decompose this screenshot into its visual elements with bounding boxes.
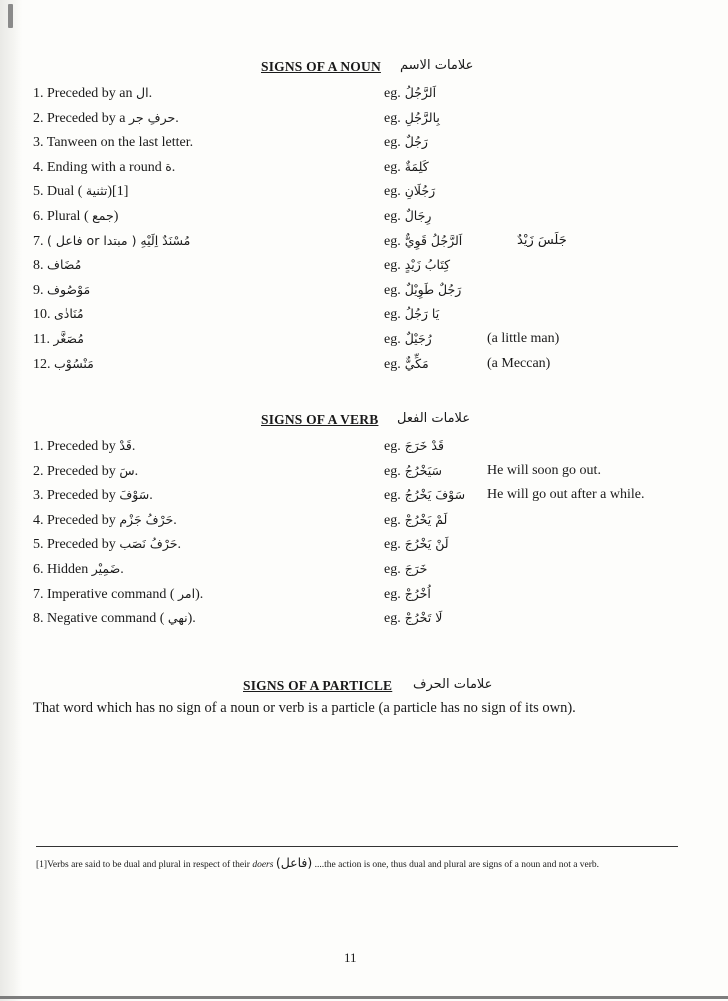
noun-sign-row <box>0 282 728 304</box>
example-arabic: سَوْفَ يَخْرُجُ <box>404 487 466 503</box>
footnote-doers: doers <box>252 860 274 870</box>
sign-label <box>33 159 175 176</box>
sign-text: 7. <box>33 233 44 249</box>
sign-text: 5. Preceded by <box>33 537 116 553</box>
example-arabic: اُخْرُجْ <box>404 585 431 601</box>
sign-text: 4. Preceded by <box>33 512 116 528</box>
noun-heading: SIGNS OF A NOUN <box>261 59 381 74</box>
example-arabic: لَا تَخْرُجْ <box>404 610 443 626</box>
example-arabic: كِتَابُ زَيْدٍ <box>404 257 451 273</box>
example-prefix: eg. <box>384 258 401 274</box>
sign-label <box>33 536 181 553</box>
verb-sign-row <box>0 487 728 509</box>
noun-sign-row <box>0 134 728 156</box>
example-arabic: خَرَجَ <box>404 561 428 576</box>
sign-text: 3. Preceded by <box>33 488 116 504</box>
verb-sign-row <box>0 463 728 485</box>
example-arabic: سَيَخْرُجُ <box>404 462 442 478</box>
sign-text: 7. Imperative command ( <box>33 586 175 602</box>
example-prefix: eg. <box>384 586 401 602</box>
sign-arabic-term: سَ <box>119 462 135 478</box>
noun-sign-row <box>0 356 728 378</box>
example <box>384 233 462 250</box>
sign-arabic-term: مُنَادٰی <box>54 306 84 322</box>
verb-sign-row <box>0 610 728 632</box>
sign-label <box>33 306 84 323</box>
example <box>384 487 465 504</box>
sign-label <box>33 331 84 348</box>
particle-heading: SIGNS OF A PARTICLE <box>243 678 393 693</box>
sign-suffix: ). <box>195 586 204 602</box>
verb-sign-row <box>0 586 728 608</box>
sign-arabic-term: مُضَاف <box>47 257 82 273</box>
verb-sign-row <box>0 536 728 558</box>
sign-arabic-term: جمع <box>92 208 114 223</box>
sign-label <box>33 282 90 299</box>
footnote <box>36 852 684 876</box>
sign-arabic-term: مَنْسُوْب <box>54 355 94 371</box>
sign-text: 10. <box>33 307 51 323</box>
staple-mark <box>8 4 13 28</box>
example-prefix: eg. <box>384 356 401 372</box>
sign-label <box>33 487 153 504</box>
example-prefix: eg. <box>384 209 401 224</box>
sign-text: 8. <box>33 258 44 274</box>
footnote-text-start: [1]Verbs are said to be dual and plural in respect of their <box>36 860 253 870</box>
example-prefix: eg. <box>384 512 401 528</box>
sign-suffix: . <box>175 110 179 126</box>
example <box>384 463 442 480</box>
sign-label <box>33 610 196 627</box>
page-number: 11 <box>344 950 357 965</box>
sign-label <box>33 110 179 127</box>
example-translation: (a little man) <box>487 331 560 346</box>
footnote-text-end: ....the action is one, thus dual and plural are signs of a noun and not a verb. <box>312 860 600 870</box>
example <box>384 134 428 151</box>
example <box>384 610 442 627</box>
noun-sign-row <box>0 208 728 230</box>
noun-sign-row <box>0 257 728 279</box>
example-prefix: eg. <box>384 537 401 553</box>
example-arabic: بِالرَّجُلِ <box>404 109 440 125</box>
scan-bottom-edge <box>0 996 728 999</box>
example <box>384 257 450 274</box>
sign-suffix: . <box>149 488 153 504</box>
sign-arabic-term: مُسْنَدٌ اِلَيْهِ ( مبتدا or فاعل ) <box>47 232 191 248</box>
example-arabic: رَجُلَانِ <box>404 183 436 199</box>
noun-sign-row <box>0 306 728 328</box>
verb-heading-arabic: علامات الفعل <box>397 411 471 426</box>
example <box>384 512 447 529</box>
sign-suffix: ). <box>187 611 196 627</box>
example-prefix: eg. <box>384 282 401 298</box>
example-prefix: eg. <box>384 611 401 627</box>
sign-label <box>33 183 128 200</box>
sign-text: 2. Preceded by <box>33 463 116 479</box>
example <box>384 208 431 225</box>
sign-suffix: . <box>134 463 139 479</box>
example <box>384 306 439 323</box>
sign-arabic-term: نهي <box>167 610 188 626</box>
example-prefix: eg. <box>384 488 401 504</box>
example-arabic: رُجَيْلٌ <box>404 331 432 346</box>
example-arabic: يَا رَجُلُ <box>404 306 440 322</box>
example-prefix: eg. <box>384 184 401 200</box>
verb-heading: SIGNS OF A VERB <box>261 412 379 427</box>
example <box>384 183 435 200</box>
example <box>384 536 449 553</box>
sign-text: 1. Preceded by <box>33 439 116 454</box>
sign-label <box>33 512 177 529</box>
example <box>384 561 427 578</box>
example <box>384 159 429 176</box>
example-prefix: eg. <box>384 562 401 577</box>
example-arabic: لَنْ يَخْرُجَ <box>404 536 449 552</box>
sign-label <box>33 233 190 250</box>
sign-suffix: . <box>120 562 124 577</box>
sign-arabic-term: تثنية <box>85 183 108 199</box>
sign-arabic-term: ضَمِيْر <box>91 561 121 576</box>
sign-text: 6. Hidden <box>33 562 89 577</box>
noun-sign-row <box>0 110 728 132</box>
example <box>384 586 431 603</box>
example-translation: (a Meccan) <box>487 355 551 371</box>
example-arabic: اَلرَّجُلُ <box>404 85 437 100</box>
sign-label <box>33 561 124 578</box>
example <box>384 282 461 299</box>
sign-arabic-term: حرفِ جر <box>129 109 176 125</box>
particle-definition: That word which has no sign of a noun or verb is a particle (a particle has no sign of its own). <box>33 700 576 716</box>
example-arabic: رَجُلٌ <box>404 134 428 150</box>
example-prefix: eg. <box>384 439 401 454</box>
example-prefix: eg. <box>384 110 401 126</box>
extra-example-arabic: جَلَسَ زَيْدٌ <box>517 232 567 248</box>
particle-heading-arabic: علامات الحرف <box>413 677 493 692</box>
noun-sign-row <box>0 331 728 353</box>
example-translation: He will soon go out. <box>487 462 601 478</box>
example-translation: He will go out after a while. <box>487 487 645 503</box>
sign-arabic-term: مَوْصُوف <box>47 281 91 297</box>
example-arabic: رِجَالٌ <box>404 208 432 223</box>
sign-arabic-term: حَرْفُ جَزْم <box>119 511 174 527</box>
example <box>384 110 440 127</box>
sign-text: 5. Dual ( <box>33 184 83 200</box>
sign-suffix: . <box>171 159 176 175</box>
sign-arabic-term: امر <box>178 585 196 601</box>
sign-text: 8. Negative command ( <box>33 611 165 627</box>
sign-suffix: . <box>148 86 153 101</box>
noun-sign-row <box>0 85 728 107</box>
sign-text: 1. Preceded by an <box>33 86 133 101</box>
sign-text: 11. <box>33 332 50 347</box>
example-arabic: رَجُلٌ طَوِيْلٌ <box>404 281 462 297</box>
sign-suffix: . <box>177 537 181 553</box>
sign-label <box>33 463 138 480</box>
sign-arabic-term: حَرْفُ نَصَب <box>119 536 178 552</box>
example-arabic: مَكِّيٌّ <box>404 355 429 371</box>
footnote-arabic: (فاعل) <box>275 855 313 870</box>
verb-sign-row <box>0 512 728 534</box>
sign-label <box>33 85 152 102</box>
sign-suffix: ) <box>113 209 119 224</box>
sign-label <box>33 257 81 274</box>
sign-label <box>33 208 118 225</box>
sign-text: 12. <box>33 356 51 372</box>
example-arabic: كَلِمَةٌ <box>404 158 429 174</box>
example <box>384 356 429 373</box>
noun-sign-row <box>0 159 728 181</box>
noun-heading-arabic: علامات الاسم <box>400 58 474 73</box>
sign-arabic-term: قَدْ <box>119 438 132 453</box>
sign-suffix: . <box>173 512 177 528</box>
example-prefix: eg. <box>384 332 401 347</box>
sign-suffix: . <box>131 439 136 454</box>
noun-sign-row <box>0 183 728 205</box>
sign-arabic-term: سَوْفَ <box>119 487 150 503</box>
sign-text: 4. Ending with a round <box>33 159 162 175</box>
example-prefix: eg. <box>384 135 401 151</box>
example <box>384 85 436 102</box>
verb-sign-row <box>0 561 728 583</box>
sign-label <box>33 438 135 455</box>
example-prefix: eg. <box>384 233 401 249</box>
sign-suffix: )[1] <box>107 184 129 200</box>
sign-text: 3. Tanween on the last letter. <box>33 135 194 151</box>
example-prefix: eg. <box>384 86 401 101</box>
footnote-divider <box>36 846 678 847</box>
sign-text: 6. Plural ( <box>33 209 89 224</box>
sign-arabic-term: مُصَغَّر <box>53 331 84 346</box>
example <box>384 438 444 455</box>
example-prefix: eg. <box>384 307 401 323</box>
sign-arabic-term: ال <box>136 85 149 100</box>
example-prefix: eg. <box>384 463 401 479</box>
sign-arabic-term: ة <box>165 158 172 174</box>
example-prefix: eg. <box>384 159 401 175</box>
example <box>384 331 432 348</box>
example-arabic: قَدْ خَرَجَ <box>404 438 444 453</box>
sign-label <box>33 134 193 151</box>
sign-label <box>33 356 94 373</box>
sign-text: 9. <box>33 282 44 298</box>
noun-sign-row <box>0 233 728 255</box>
example-arabic: لَمْ يَخْرُجْ <box>404 511 448 527</box>
example-arabic: اَلرَّجُلُ قَوِيٌّ <box>404 232 463 248</box>
sign-label <box>33 586 203 603</box>
verb-sign-row <box>0 438 728 460</box>
sign-text: 2. Preceded by a <box>33 110 126 126</box>
